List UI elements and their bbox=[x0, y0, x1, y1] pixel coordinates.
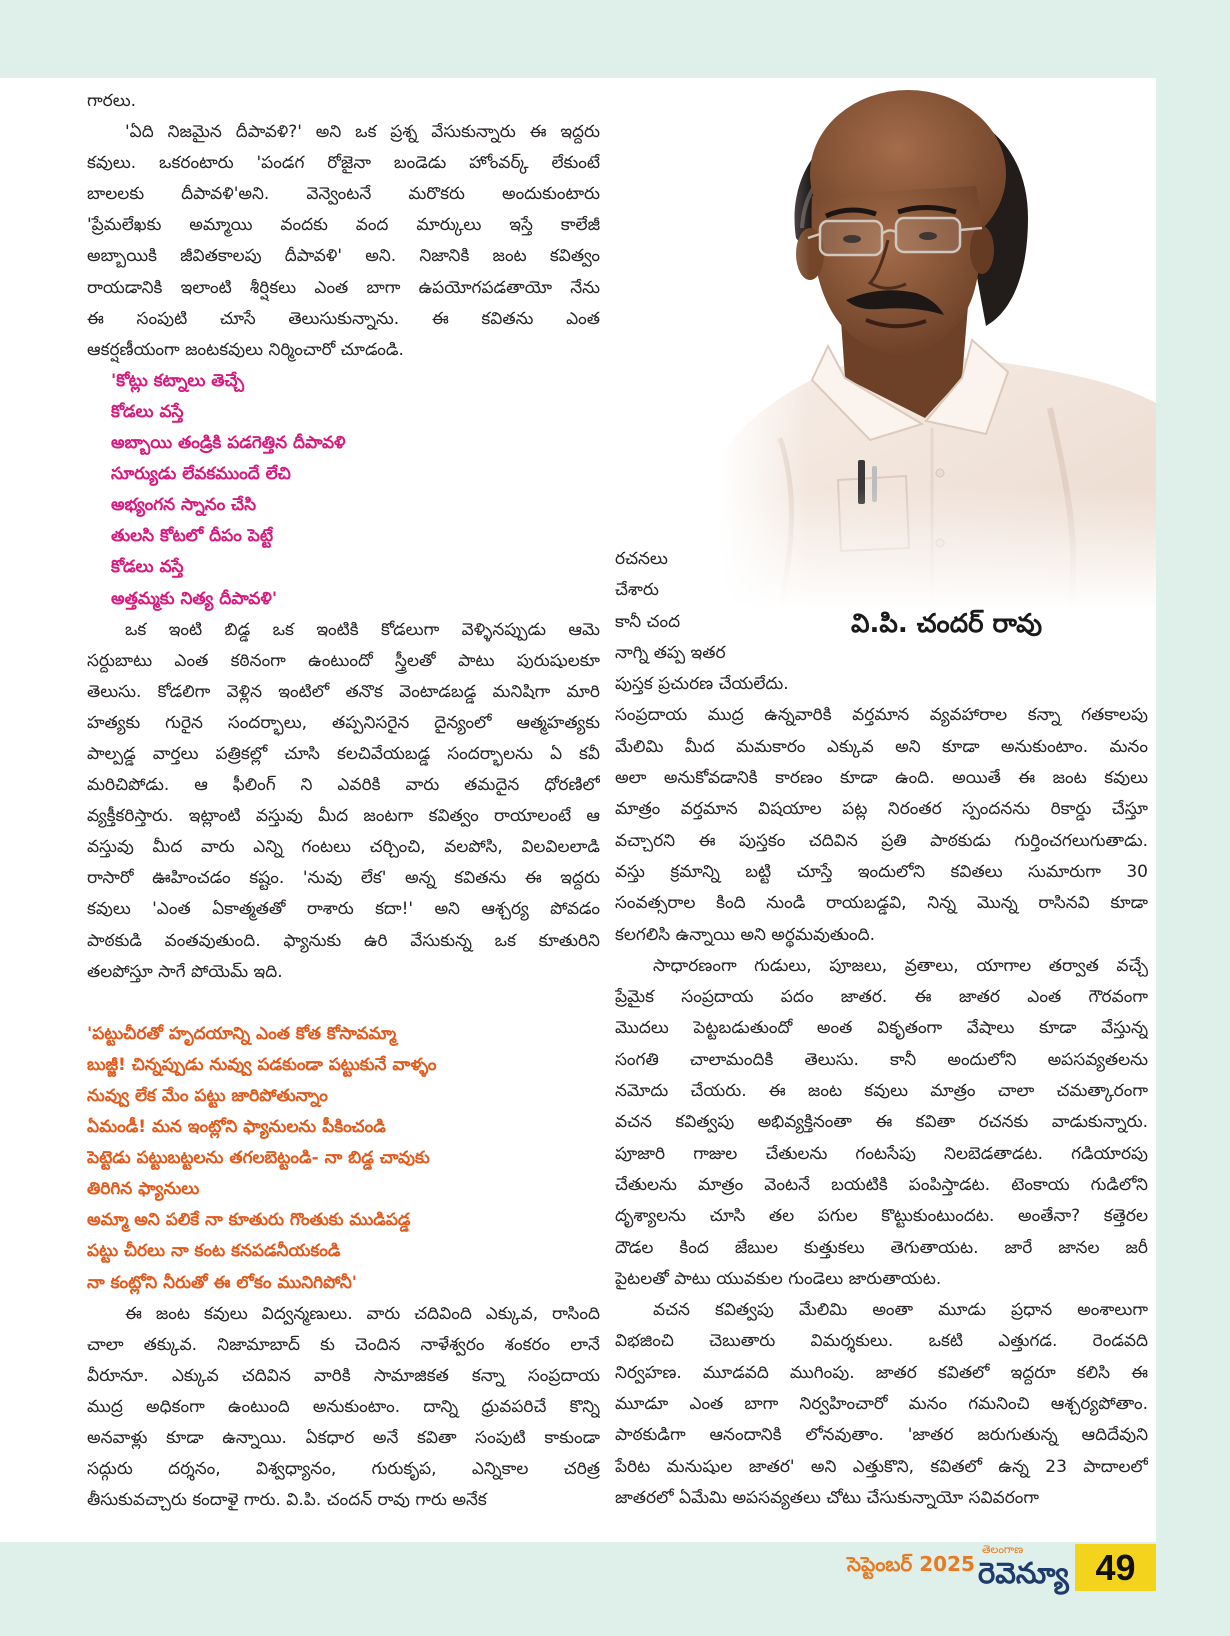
text-line: ఆకర్షణీయంగా జంటకవులు నిర్మించారో చూడండి. bbox=[87, 339, 404, 360]
text-line: పెట్టెడు పట్టుబట్టలను తగలబెట్టండి- నా బిడ్డ చావుకు bbox=[87, 1148, 430, 1169]
poem-excerpt bbox=[87, 1019, 600, 1299]
text-line: చాలా తక్కువ. నిజామాబాద్ కు చెందిన నాళేశ్వరం శంకరం లానే bbox=[87, 1334, 600, 1355]
text-line: మాత్రం వర్తమాన విషయాల పట్ల నిరంతర స్పందనను రికార్డు చేస్తూ bbox=[615, 799, 1148, 820]
poem-excerpt bbox=[87, 366, 600, 615]
text-line: అలా అనుకోవడానికి కారణం కూడా ఉంది. అయితే ఈ జంట కవులు bbox=[615, 768, 1148, 789]
text-line: దౌడల కింద జేబుల కుత్తుకలు తెగుతాయట. జారే జానల జరీ bbox=[615, 1237, 1148, 1258]
text-line: కోడలు వస్తే bbox=[111, 401, 184, 422]
text-line: పాఠకుడిగా ఆనందానికి లోనవుతాం. 'జాతర జరుగుతున్న ఆదిదేవుని bbox=[615, 1425, 1148, 1446]
text-line: వీరూనూ. ఎక్కువ చదివిన వారికి సామాజికత కన్నా సంప్రదాయ bbox=[87, 1365, 600, 1386]
text-line: ఒక ఇంటి బిడ్డ ఒక ఇంటికి కోడలుగా వెళ్ళినప్పుడు ఆమె bbox=[125, 619, 600, 640]
text-line: తెలుసు. కోడలిగా వెళ్లిన ఇంటిలో తనొక వెంటాడబడ్డ మనిషిగా మారి bbox=[87, 681, 600, 702]
text-line: వచన కవిత్వపు మేలిమి అంతా మూడు ప్రధాన అంశాలుగా bbox=[653, 1300, 1148, 1321]
text-line: ఈ సంపుటి చూసే తెలుసుకున్నాను. ఈ కవితను ఎంత bbox=[87, 308, 600, 329]
text-line: తిరిగిన ఫ్యానులు bbox=[87, 1179, 200, 1200]
text-line: వ్యక్తీకరిస్తారు. ఇట్లాంటి వస్తువు మీద జంటగా కవిత్వం రాయాలంటే ఆ bbox=[87, 806, 600, 827]
text-line: మూడూ ఎంత బాగా నిర్వహించారో మనం గమనించి ఆశ్చర్యపోతాం. bbox=[615, 1394, 1148, 1415]
text-line: తీసుకువచ్చారు కందాళై గారు. వి.పి. చందన్ రావు గారు అనేక bbox=[87, 1490, 487, 1511]
text-line: సంవత్సరాల కింది నుండి రాయబడ్డవి, నిన్న మొన్న రాసినవి కూడా bbox=[615, 893, 1148, 914]
text-line: 'ఏది నిజమైన దీపావళి?' అని ఒక ప్రశ్న వేసుకున్నారు ఈ ఇద్దరు bbox=[125, 122, 600, 143]
page-number: 49 bbox=[1075, 1544, 1156, 1591]
text-line: నా కంట్లోని నీరుతో ఈ లోకం మునిగిపోనీ' bbox=[87, 1272, 357, 1293]
text-line: వస్తు క్రమాన్ని బట్టి చూస్తే ఇందులోని కవితలు సుమారుగా 30 bbox=[615, 861, 1148, 882]
text-line: మరిచిపోడు. ఆ ఫీలింగ్ ని ఎవరికి వారు తమదైన ధోరణిలో bbox=[87, 775, 600, 796]
text-line: పాల్పడ్డ వార్తలు పత్రికల్లో చూసి కలచివేయబడ్డ సందర్భాలను ఏ కవీ bbox=[87, 743, 600, 764]
text-line: పుస్తక ప్రచురణ చేయలేదు. bbox=[615, 674, 789, 695]
text-line: పట్టు చీరలు నా కంట కనపడనీయకండి bbox=[87, 1241, 341, 1262]
text-line: సూర్యుడు లేవకముందే లేచి bbox=[111, 464, 291, 485]
text-line: సర్దుబాటు ఎంత కఠినంగా ఉంటుందో స్త్రీలతో పాటు పురుషులకూ bbox=[87, 650, 600, 671]
text-line: అభ్యంగన స్నానం చేసి bbox=[111, 495, 257, 516]
text-line: నువ్వు లేక మేం పట్టు జారిపోతున్నాం bbox=[87, 1086, 328, 1106]
text-line: ఈ జంట కవులు విద్వన్మణులు. వారు చదివింది ఎక్కువ, రాసింది bbox=[125, 1303, 600, 1324]
paragraph bbox=[87, 615, 600, 988]
text-line: సాధారణంగా గుడులు, పూజలు, వ్రతాలు, యాగాల తర్వాత వచ్చే bbox=[653, 955, 1148, 976]
text-line: సంగతి చాలామందికి తెలుసు. కానీ అందులోని అపసవ్యతలను bbox=[615, 1049, 1148, 1070]
text-line: నాగ్ని తప్ప ఇతర bbox=[615, 642, 726, 663]
issue-date: సెప్టెంబర్ 2025 bbox=[847, 1552, 975, 1576]
paragraph bbox=[87, 86, 600, 117]
photo-caption: వి.పి. చందర్ రావు bbox=[851, 609, 1043, 639]
text-line: అత్తమ్మకు నిత్య దీపావళి' bbox=[111, 588, 278, 609]
text-line: గారలు. bbox=[87, 91, 137, 111]
magazine-brand-subtitle: తెలంగాణ bbox=[982, 1543, 1024, 1556]
text-line: మొదలు పెట్టబడుతుందో అంత వికృతంగా వేషాలు కూడా వేస్తున్న bbox=[615, 1018, 1148, 1039]
paragraph bbox=[87, 1299, 600, 1517]
text-line: సంప్రదాయ ముద్ర ఉన్నవారికి వర్తమాన వ్యవహారాల కన్నా గతకాలపు bbox=[615, 705, 1148, 726]
text-line: పూజారి గాజుల చేతులను గంటసేపు నిలబెడతాడట. గడియారపు bbox=[615, 1143, 1148, 1164]
text-line: సద్గురు దర్శనం, విశ్వధ్యానం, గురుకృప, ఎన్నికాల చరిత్ర bbox=[87, 1459, 600, 1480]
text-line: వస్తువు మీద వారు ఎన్ని గంటలు చర్చించి, వలపోసి, విలవిలలాడి bbox=[87, 837, 600, 858]
author-portrait-photo bbox=[720, 78, 1156, 610]
text-line: కోడలు వస్తే bbox=[111, 557, 184, 578]
text-line: రాయడానికి ఇలాంటి శీర్షికలు ఎంత బాగా ఉపయోగపడతాయో నేను bbox=[87, 277, 600, 298]
text-line: 'ప్రేమలేఖకు అమ్మాయి వందకు వంద మార్కులు ఇస్తే కాలేజీ bbox=[87, 215, 600, 236]
magazine-brand-logo: రెవెన్యూ bbox=[978, 1556, 1069, 1590]
paragraph bbox=[87, 117, 600, 366]
paragraph bbox=[615, 544, 1148, 951]
text-line: నిర్వహణ. మూడవది ముగింపు. జాతర కవితలో ఇద్దరూ కలిసి ఈ bbox=[615, 1362, 1148, 1383]
text-line: హత్యకు గురైన సందర్భాలు, తప్పనిసరైన దైన్యంలో ఆత్మహత్యకు bbox=[87, 712, 600, 733]
text-line: కానీ చంద bbox=[615, 611, 681, 632]
text-line: దృశ్యాలను చూసి తల పగుల కొట్టుకుంటుందట. అంతేనా? కత్తెరల bbox=[615, 1206, 1148, 1227]
text-line: వచన కవిత్వపు అభివ్యక్తినంతా ఈ కవితా రచనకు వాడుకున్నారు. bbox=[615, 1112, 1148, 1133]
text-line: అనవాళ్లు కూడా ఉన్నాయి. ఏకధార అనే కవితా సంపుటి కాకుండా bbox=[87, 1428, 600, 1449]
text-line: బాలలకు దీపావళి'అని. వెన్వెంటనే మరొకరు అందుకుంటారు bbox=[87, 184, 600, 205]
text-line: 'పట్టుచీరతో హృదయాన్ని ఎంత కోత కోసావమ్మా bbox=[87, 1023, 397, 1044]
text-line: మేలిమి మీద మమకారం ఎక్కువ అని కూడా అనుకుంటాం. మనం bbox=[615, 736, 1148, 757]
text-line: అబ్బాయి తండ్రికి పడగెత్తిన దీపావళి bbox=[111, 433, 346, 454]
text-line: అబ్బాయికి జీవితకాలపు దీపావళి' అని. నిజానికి జంట కవిత్వం bbox=[87, 246, 600, 267]
text-line: అమ్మా అని పలికే నా కూతురు గొంతుకు ముడిపడ్డ bbox=[87, 1210, 411, 1231]
text-line: బుజ్జీ! చిన్నప్పుడు నువ్వు పడకుండా పట్టుకునే వాళ్ళం bbox=[87, 1054, 437, 1075]
text-line: చేతులను మాత్రం వెంటనే బయటికి పంపిస్తాడట. టెంకాయ గుడిలోని bbox=[615, 1174, 1148, 1195]
portrait-image bbox=[720, 78, 1156, 610]
text-line: కలగలిసి ఉన్నాయి అని అర్థమవుతుంది. bbox=[615, 924, 876, 945]
text-line: జాతరలో ఏమేమి అపసవ్యతలు చోటు చేసుకున్నాయో సవివరంగా bbox=[615, 1487, 1040, 1508]
text-line: తలపోస్తూ సాగే పోయెమ్ ఇది. bbox=[87, 961, 283, 982]
text-line: రాసారో ఊహించడం కష్టం. 'నువు లేక' అన్న కవితను ఈ ఇద్దరు bbox=[87, 868, 600, 889]
text-line: చేశారు bbox=[615, 580, 659, 601]
text-line: ప్రేమైక సంప్రదాయ పదం జాతర. ఈ జాతర ఎంత గౌరవంగా bbox=[615, 987, 1148, 1008]
text-line: వచ్చారని ఈ పుస్తకం చదివిన ప్రతి పాఠకుడు గుర్తించగలుగుతాడు. bbox=[615, 830, 1148, 851]
text-line: పేరిట మనుషుల జాతర' అని ఎత్తుకొని, కవితలో ఉన్న 23 పాదాలలో bbox=[615, 1456, 1148, 1477]
text-line: రచనలు bbox=[615, 549, 668, 569]
text-line: కవులు. ఒకరంటారు 'పండగ రోజైనా బండెడు హోంవర్క్ లేకుంటే bbox=[87, 153, 600, 174]
text-line: పాఠకుడి వంతవుతుంది. ఫ్యానుకు ఉరి వేసుకున్న ఒక కూతురిని bbox=[87, 930, 600, 951]
text-line: తులసి కోటలో దీపం పెట్టే bbox=[111, 526, 273, 547]
text-line: ముద్ర అధికంగా ఉంటుంది అనుకుంటాం. దాన్ని ధ్రువపరిచే కొన్ని bbox=[87, 1396, 600, 1417]
text-line: విభజించి చెబుతారు విమర్శకులు. ఒకటి ఎత్తుగడ. రెండవది bbox=[615, 1331, 1148, 1352]
left-column bbox=[87, 86, 600, 1516]
right-column bbox=[615, 544, 1148, 1514]
text-line: కవులు 'ఎంత ఏకాత్మతతో రాశారు కదా!' అని ఆశ్చర్య పోవడం bbox=[87, 899, 600, 920]
text-line: నమోదు చేయరు. ఈ జంట కవులు మాత్రం చాలా చమత్కారంగా bbox=[615, 1081, 1148, 1102]
text-line: పైటలతో పాటు యువకుల గుండెలు జారుతాయట. bbox=[615, 1268, 942, 1289]
paragraph bbox=[615, 951, 1148, 1295]
blank-line bbox=[87, 988, 600, 1019]
paragraph bbox=[615, 1295, 1148, 1514]
text-line: 'కోట్లు కట్నాలు తెచ్చే bbox=[111, 370, 244, 391]
text-line: ఏమండీ! మన ఇంట్లోని ఫ్యానులను పీకించండి bbox=[87, 1117, 386, 1138]
